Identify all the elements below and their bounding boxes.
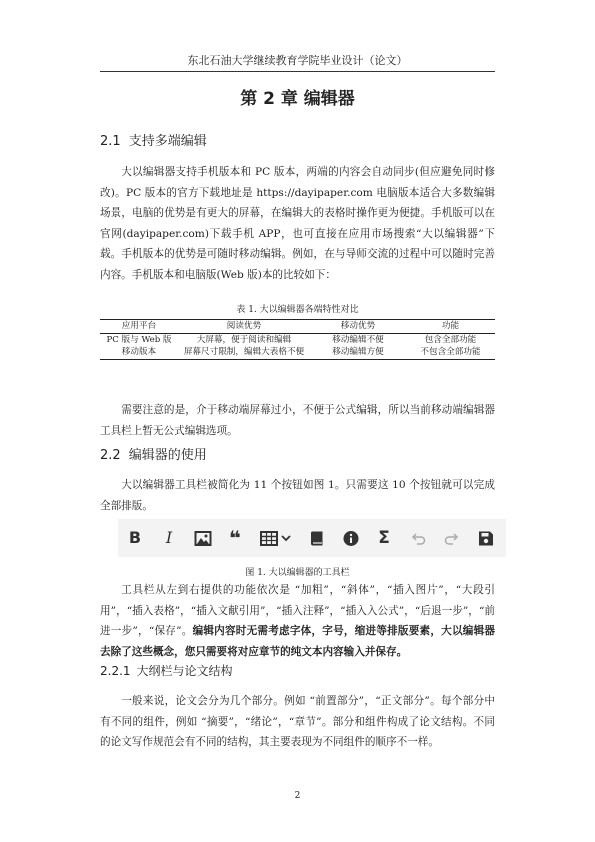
table-cell: 包含全部功能	[424, 334, 477, 345]
table-header-cell: 功能	[406, 320, 495, 334]
section-title: 编辑器的使用	[128, 448, 207, 463]
undo-icon	[409, 530, 427, 547]
section-number: 2.1	[100, 134, 121, 149]
table-row	[100, 333, 495, 346]
subsection-number: 2.2.1	[100, 664, 131, 678]
header-rule	[100, 71, 495, 72]
section-2-2-intro-paragraph: 大以编辑器工具栏被简化为 11 个按钮如图 1。只需要这 10 个按钮就可以完成全部排版。	[100, 479, 495, 512]
table-header-row	[100, 320, 495, 334]
redo-icon	[443, 530, 461, 547]
info-icon	[342, 530, 360, 547]
paragraph-normal-text: 工具栏从左到右提供的功能依次是 “加粗”，“斜体”，“插入图片”，“大段引用”，“插入表格”，“插入文献引用”，“插入注释”，“插入入公式”，“后退一步”，“前进一步”，“保存”。	[100, 584, 495, 637]
table-header-cell: 移动优势	[310, 320, 406, 334]
chevron-down-icon	[280, 530, 292, 547]
figure-caption: 图 1. 大以编辑器的工具栏	[245, 568, 350, 578]
table-cell: 移动版本	[100, 346, 178, 359]
table-cell: 移动编辑方便	[310, 346, 406, 359]
table-icon	[260, 530, 278, 547]
bold-icon: B	[128, 528, 142, 547]
table-cell: 屏幕尺寸限制，编辑大表格不便	[178, 346, 310, 359]
subsection-2-2-1-paragraph: 一般来说，论文会分为几个部分。例如 “前置部分”，“正文部分”。每个部分中有不同的组件，例如 “摘要”，“绪论”，“章节”。部分和组件构成了论文结构。不同的论文写作规范会有不同的结构，其主要表现为不同组件的顺序不一样。	[100, 695, 495, 748]
platform-comparison-table	[100, 319, 495, 360]
image-icon	[194, 530, 212, 547]
table-caption: 表 1. 大以编辑器各端特性对比	[236, 305, 359, 315]
editor-toolbar-figure	[118, 519, 506, 557]
table-header-cell: 阅读优势	[178, 320, 310, 334]
subsection-heading-2-2-1	[100, 664, 233, 679]
section-heading-2-1	[100, 134, 207, 150]
toolbar-description-paragraph	[100, 580, 495, 662]
section-number: 2.2	[100, 448, 121, 463]
table-cell: PC 版与 Web 版	[106, 334, 172, 345]
table-row	[100, 346, 495, 359]
page-number: 2	[294, 791, 301, 801]
table-cell: 移动编辑不便	[332, 334, 384, 345]
chapter-title: 第 2 章 编辑器	[240, 89, 355, 109]
section-2-1-note-paragraph: 需要注意的是，介于移动端屏幕过小，不便于公式编辑，所以当前移动端编辑器工具栏上暂无公式编辑选项。	[100, 404, 495, 437]
quote-icon: ❝	[229, 526, 241, 550]
sigma-icon: Σ	[378, 528, 390, 548]
section-title: 支持多端编辑	[128, 134, 207, 149]
section-2-1-paragraph: 大以编辑器支持手机版本和 PC 版本，两端的内容会自动同步(但应避免同时修改)。PC 版本的官方下载地址是 https://dayipaper.com 电脑版本适合大多数编辑场景，电脑的优势是有更大的屏幕，在编辑大的表格时操作更为便捷。手机版可以在官网(dayipaper.com)下载手机 APP，也可直接在应用市场搜索“大以编辑器”下载。手机版本的优势是可随时移动编辑。例如，在与导师交流的过程中可以随时完善内容。手机版本和电脑版(Web 版)本的比较如下：	[100, 166, 495, 281]
paragraph-bold-text: 编辑内容时无需考虑字体，字号，缩进等排版要素，大以编辑器去除了这些概念，您只需要将对应章节的纯文本内容输入并保存。	[100, 625, 496, 658]
table-header-cell: 应用平台	[100, 320, 178, 334]
table-cell: 大屏幕，便于阅读和编辑	[196, 334, 292, 345]
save-icon	[477, 530, 495, 547]
subsection-title: 大纲栏与论文结构	[136, 664, 233, 678]
book-icon	[308, 530, 326, 547]
table-cell: 不包含全部功能	[406, 346, 495, 359]
section-heading-2-2	[100, 448, 207, 464]
italic-icon: I	[165, 528, 173, 547]
page-header: 东北石油大学继续教育学院毕业设计（论文）	[187, 54, 408, 67]
